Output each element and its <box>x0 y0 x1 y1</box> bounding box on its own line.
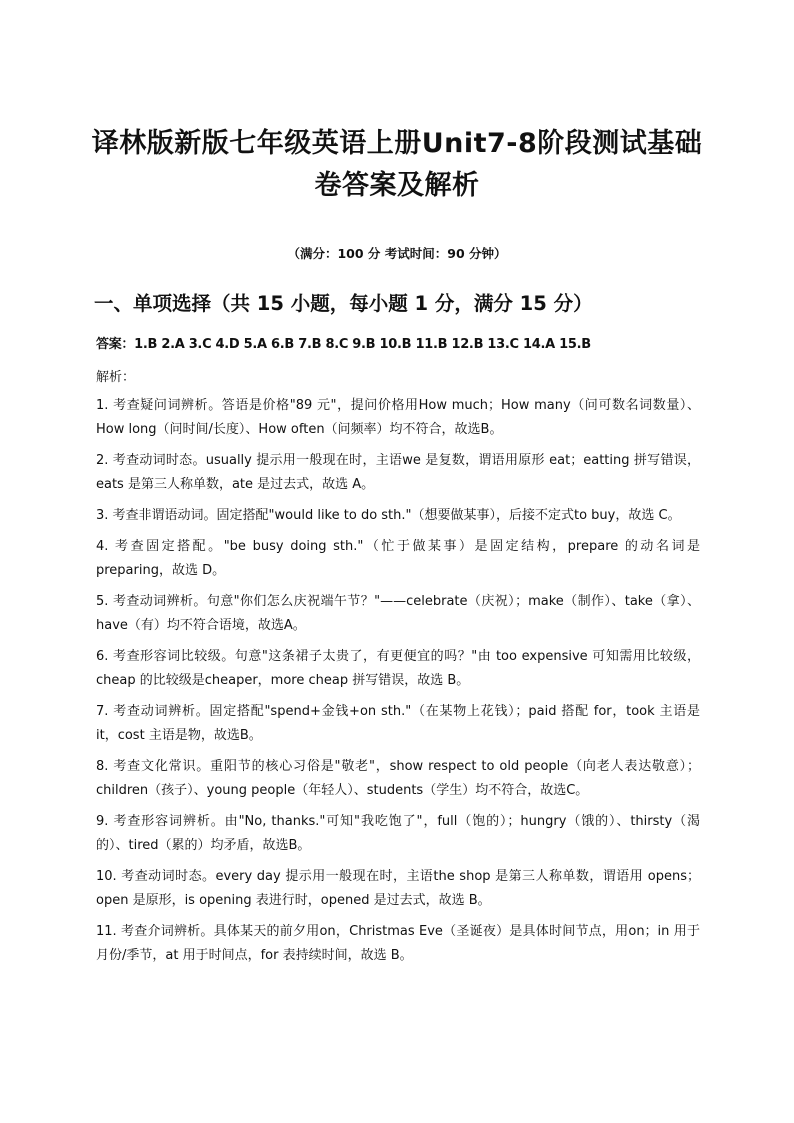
analysis-item-4: 4. 考查固定搭配。"be busy doing sth."（忙于做某事）是固定结构，prepare 的动名词是 preparing，故选 D。 <box>96 539 700 578</box>
analysis-item-8: 8. 考查文化常识。重阳节的核心习俗是"敬老"，show respect to old people（向老人表达敬意）；children（孩子）、young people（年轻人）、students（学生）均不符合，故选C。 <box>96 759 700 798</box>
analysis-item-3: 3. 考查非谓语动词。固定搭配"would like to do sth."（想要做某事），后接不定式to buy，故选 C。 <box>96 508 681 523</box>
score-time-info: （满分：100 分 考试时间：90 分钟） <box>287 246 507 261</box>
analysis-item-9: 9. 考查形容词辨析。由"No, thanks."可知"我吃饱了"，full（饱的）；hungry（饿的）、thirsty（渴的）、tired（累的）均矛盾，故选B。 <box>96 814 700 853</box>
answer-key: 答案：1.B 2.A 3.C 4.D 5.A 6.B 7.B 8.C 9.B 10.B 11.B 12.B 13.C 14.A 15.B <box>96 337 591 352</box>
analysis-label: 解析： <box>96 370 136 385</box>
analysis-item-10: 10. 考查动词时态。every day 提示用一般现在时，主语the shop 是第三人称单数，谓语用 opens；open 是原形，is opening 表进行时，opened 是过去式，故选 B。 <box>96 869 700 908</box>
analysis-item-2: 2. 考查动词时态。usually 提示用一般现在时，主语we 是复数，谓语用原形 eat；eatting 拼写错误，eats 是第三人称单数，ate 是过去式，故选 A。 <box>96 453 700 492</box>
analysis-item-6: 6. 考查形容词比较级。句意"这条裙子太贵了，有更便宜的吗？"由 too expensive 可知需用比较级，cheap 的比较级是cheaper，more cheap 拼写错误，故选 B。 <box>96 649 700 688</box>
analysis-item-5: 5. 考查动词辨析。句意"你们怎么庆祝端午节？"——celebrate（庆祝）；make（制作）、take（拿）、have（有）均不符合语境，故选A。 <box>96 594 700 633</box>
analysis-item-1: 1. 考查疑问词辨析。答语是价格"89 元"，提问价格用How much；How many（问可数名词数量）、How long（问时间/长度）、How often（问频率）均不符合，故选B。 <box>96 398 700 437</box>
analysis-list <box>96 394 700 975</box>
doc-title-line-1: 译林版新版七年级英语上册Unit7-8阶段测试基础 <box>91 128 703 159</box>
analysis-item-11: 11. 考查介词辨析。具体某天的前夕用on，Christmas Eve（圣诞夜）是具体时间节点，用on；in 用于月份/季节，at 用于时间点，for 表持续时间，故选 B。 <box>96 924 700 963</box>
doc-title-line-2: 卷答案及解析 <box>314 170 480 201</box>
analysis-item-7: 7. 考查动词辨析。固定搭配"spend+金钱+on sth."（在某物上花钱）；paid 搭配 for，took 主语是 it，cost 主语是物，故选B。 <box>96 704 700 743</box>
section-heading: 一、单项选择（共 15 小题，每小题 1 分，满分 15 分） <box>94 292 593 315</box>
